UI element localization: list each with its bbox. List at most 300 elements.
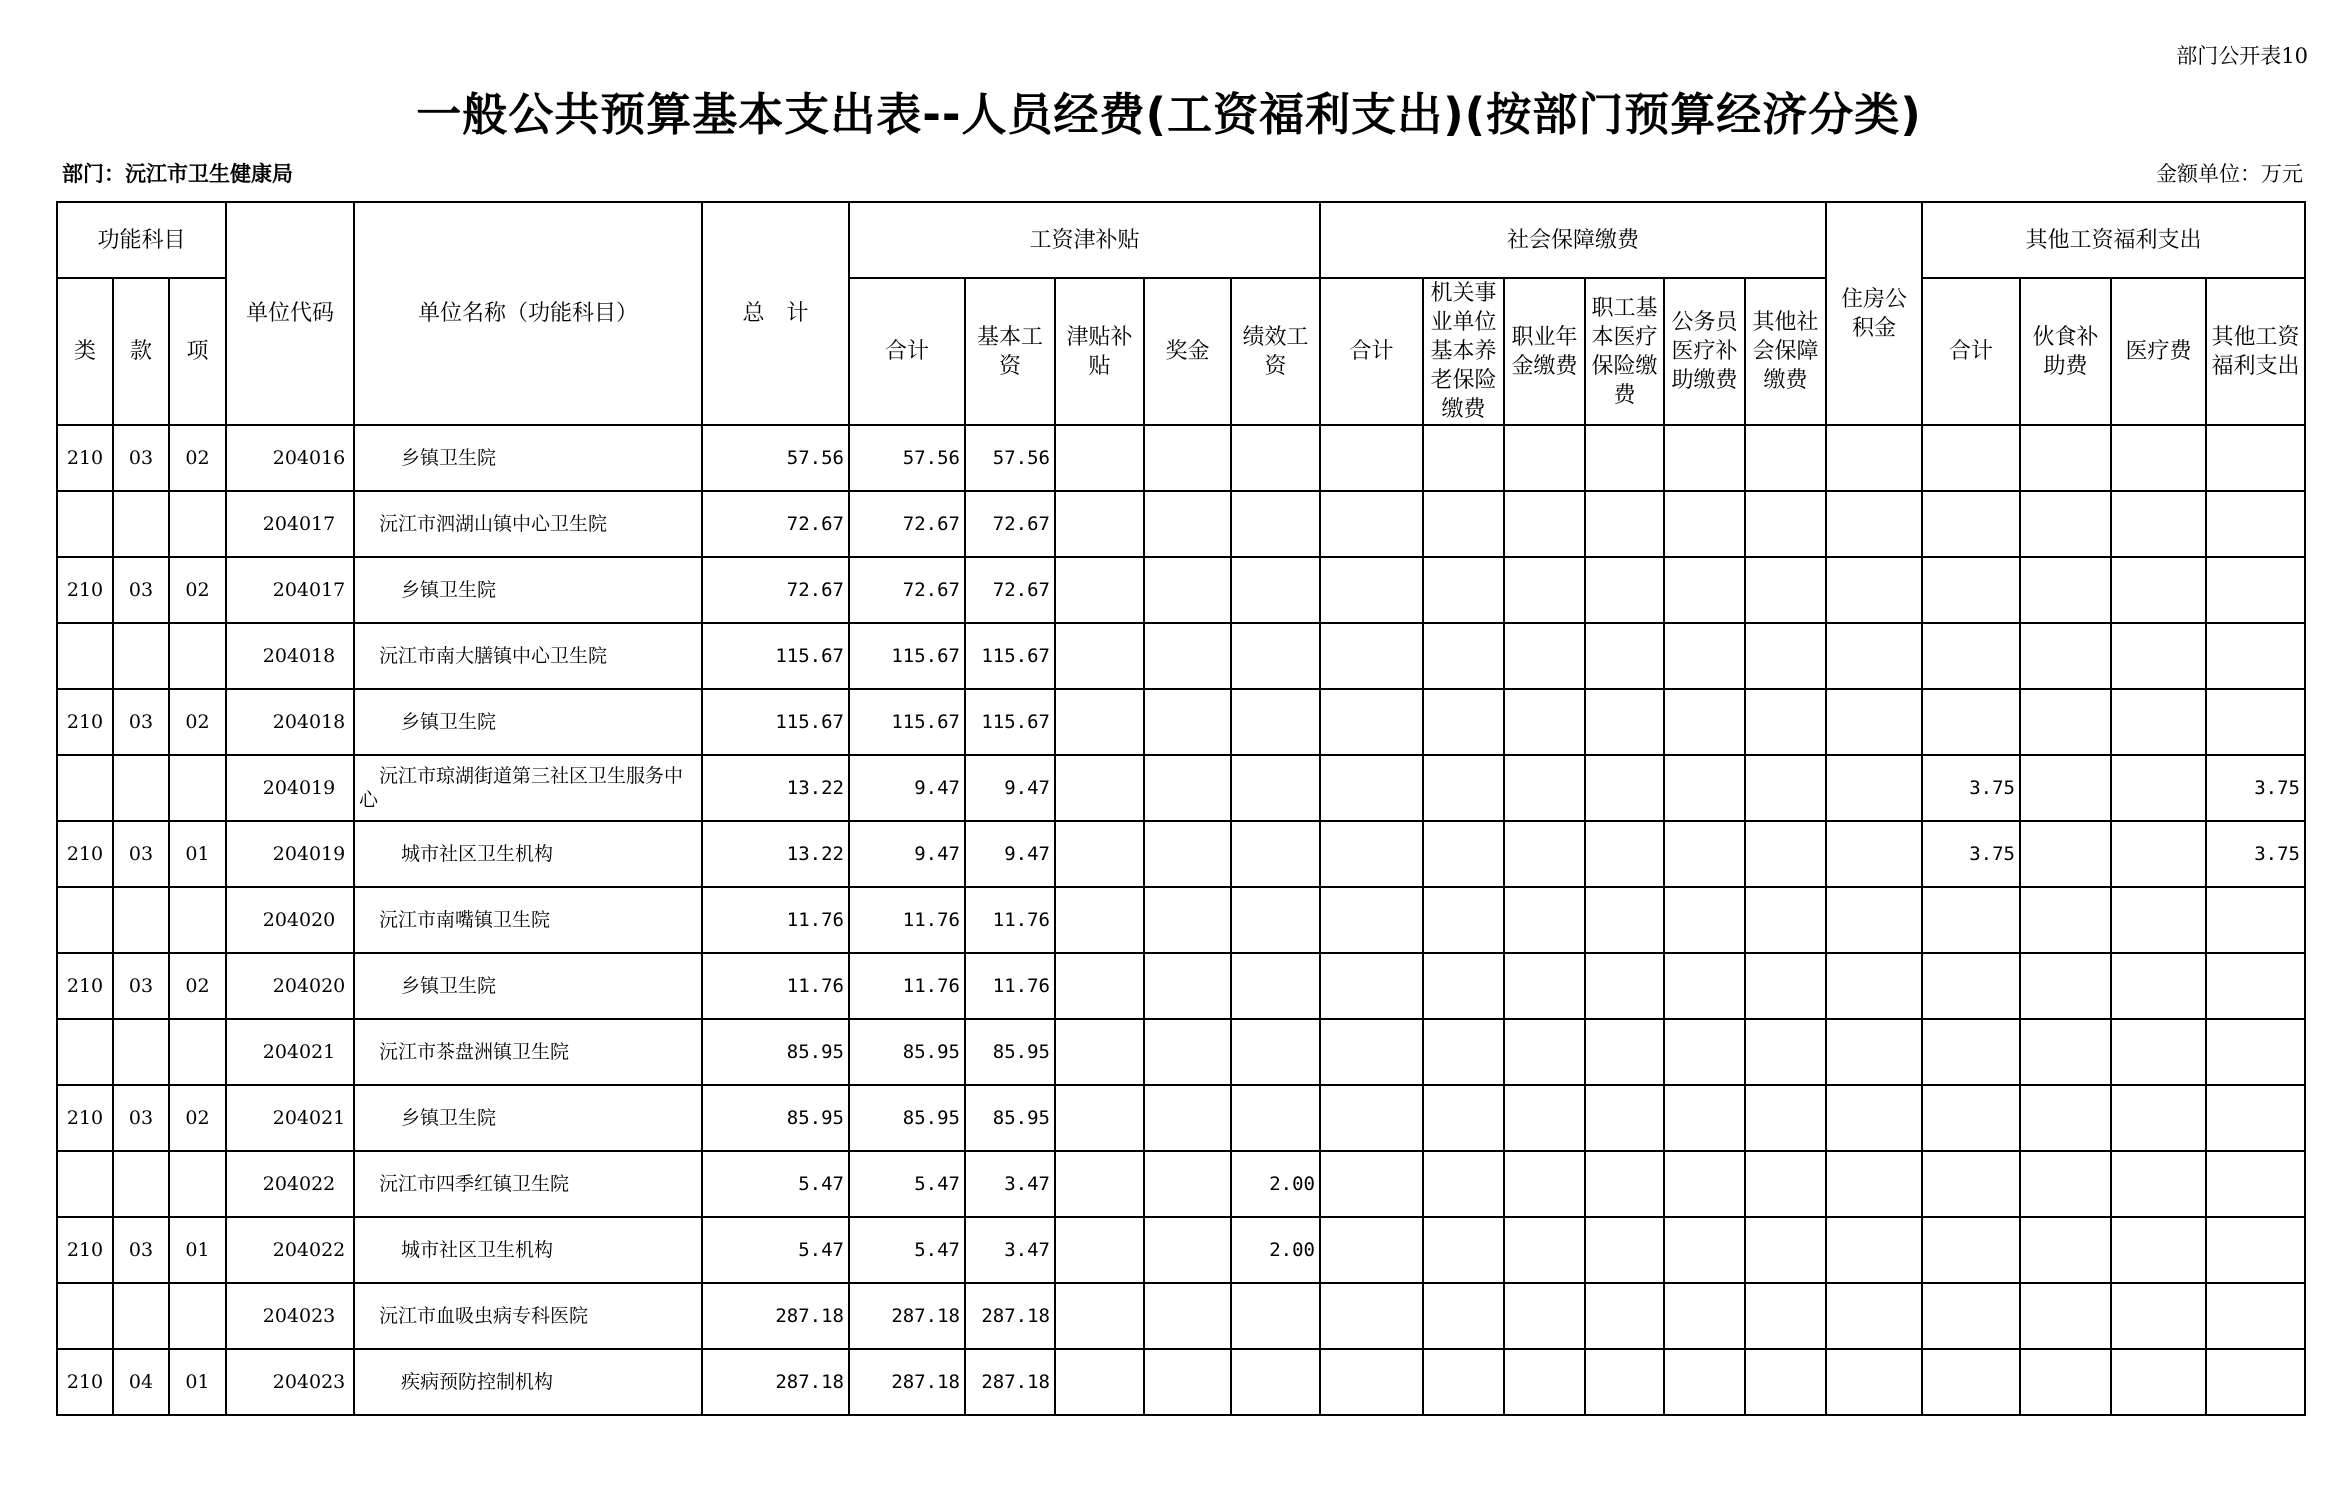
cell-unit-code: 204021 <box>226 1085 354 1151</box>
cell-medical-fee <box>2111 557 2206 623</box>
cell-bonus <box>1144 1217 1231 1283</box>
header-housing-fund: 住房公积金 <box>1826 202 1922 425</box>
cell-unit-name: 乡镇卫生院 <box>354 425 702 491</box>
cell-medical-fee <box>2111 425 2206 491</box>
cell-salary-total: 72.67 <box>849 557 965 623</box>
header-meal-subsidy: 伙食补助费 <box>2020 278 2111 425</box>
cell-xiang <box>169 755 226 821</box>
cell-xiang: 02 <box>169 1085 226 1151</box>
cell-other-social <box>1745 491 1826 557</box>
cell-allowance <box>1055 821 1144 887</box>
cell-bonus <box>1144 887 1231 953</box>
cell-kuan: 03 <box>113 1217 169 1283</box>
cell-salary-total: 11.76 <box>849 887 965 953</box>
cell-social-total <box>1320 1085 1423 1151</box>
cell-basic-salary: 287.18 <box>965 1349 1055 1415</box>
cell-performance-pay <box>1231 953 1320 1019</box>
cell-performance-pay <box>1231 821 1320 887</box>
cell-xiang: 02 <box>169 689 226 755</box>
cell-unit-name: 沅江市血吸虫病专科医院 <box>354 1283 702 1349</box>
cell-basic-salary: 287.18 <box>965 1283 1055 1349</box>
cell-bonus <box>1144 1085 1231 1151</box>
cell-medical-insurance <box>1585 1349 1664 1415</box>
cell-performance-pay <box>1231 425 1320 491</box>
cell-total: 115.67 <box>702 689 849 755</box>
cell-other-social <box>1745 1019 1826 1085</box>
cell-medical-insurance <box>1585 1019 1664 1085</box>
table-row <box>57 1217 2305 1283</box>
cell-other-welfare <box>2206 1283 2305 1349</box>
table-row <box>57 1349 2305 1415</box>
cell-lei: 210 <box>57 425 113 491</box>
cell-unit-code: 204020 <box>226 953 354 1019</box>
cell-other-welfare <box>2206 623 2305 689</box>
header-salary-total: 合计 <box>849 278 965 425</box>
cell-other-total <box>1922 1151 2020 1217</box>
cell-bonus <box>1144 755 1231 821</box>
cell-unit-name: 乡镇卫生院 <box>354 689 702 755</box>
cell-civil-servant-medical <box>1664 755 1745 821</box>
cell-social-total <box>1320 821 1423 887</box>
cell-housing-fund <box>1826 1283 1922 1349</box>
cell-other-total <box>1922 1019 2020 1085</box>
cell-lei: 210 <box>57 689 113 755</box>
cell-other-social <box>1745 623 1826 689</box>
cell-basic-salary: 72.67 <box>965 557 1055 623</box>
cell-performance-pay <box>1231 1085 1320 1151</box>
cell-xiang: 02 <box>169 425 226 491</box>
cell-salary-total: 115.67 <box>849 623 965 689</box>
cell-salary-total: 287.18 <box>849 1283 965 1349</box>
cell-other-total <box>1922 953 2020 1019</box>
cell-allowance <box>1055 1349 1144 1415</box>
cell-pension <box>1423 491 1504 557</box>
cell-basic-salary: 9.47 <box>965 821 1055 887</box>
cell-performance-pay <box>1231 623 1320 689</box>
cell-civil-servant-medical <box>1664 557 1745 623</box>
cell-basic-salary: 3.47 <box>965 1151 1055 1217</box>
cell-social-total <box>1320 1019 1423 1085</box>
cell-other-total <box>1922 1085 2020 1151</box>
cell-basic-salary: 11.76 <box>965 953 1055 1019</box>
cell-medical-fee <box>2111 755 2206 821</box>
cell-allowance <box>1055 887 1144 953</box>
cell-salary-total: 57.56 <box>849 425 965 491</box>
cell-other-welfare <box>2206 1349 2305 1415</box>
cell-other-social <box>1745 1349 1826 1415</box>
cell-allowance <box>1055 557 1144 623</box>
cell-unit-code: 204016 <box>226 425 354 491</box>
cell-civil-servant-medical <box>1664 491 1745 557</box>
cell-meal-subsidy <box>2020 689 2111 755</box>
table-row <box>57 1151 2305 1217</box>
cell-meal-subsidy <box>2020 1019 2111 1085</box>
cell-housing-fund <box>1826 491 1922 557</box>
cell-pension <box>1423 623 1504 689</box>
cell-xiang <box>169 1283 226 1349</box>
cell-xiang <box>169 887 226 953</box>
cell-basic-salary: 115.67 <box>965 623 1055 689</box>
cell-other-welfare: 3.75 <box>2206 755 2305 821</box>
cell-social-total <box>1320 1217 1423 1283</box>
cell-lei: 210 <box>57 1349 113 1415</box>
cell-total: 287.18 <box>702 1349 849 1415</box>
header-occupational-annuity: 职业年金缴费 <box>1504 278 1585 425</box>
cell-unit-name: 疾病预防控制机构 <box>354 1349 702 1415</box>
cell-civil-servant-medical <box>1664 1085 1745 1151</box>
table-row <box>57 623 2305 689</box>
cell-unit-code: 204020 <box>226 887 354 953</box>
cell-unit-code: 204018 <box>226 623 354 689</box>
cell-other-social <box>1745 821 1826 887</box>
cell-bonus <box>1144 1019 1231 1085</box>
cell-pension <box>1423 689 1504 755</box>
cell-lei <box>57 1283 113 1349</box>
cell-performance-pay <box>1231 689 1320 755</box>
cell-social-total <box>1320 491 1423 557</box>
cell-occupational-annuity <box>1504 887 1585 953</box>
table-number: 部门公开表10 <box>2176 44 2308 68</box>
cell-xiang <box>169 623 226 689</box>
header-xiang: 项 <box>169 278 226 425</box>
cell-pension <box>1423 1349 1504 1415</box>
cell-civil-servant-medical <box>1664 1019 1745 1085</box>
header-medical-fee: 医疗费 <box>2111 278 2206 425</box>
cell-performance-pay <box>1231 1019 1320 1085</box>
cell-pension <box>1423 953 1504 1019</box>
cell-unit-code: 204022 <box>226 1151 354 1217</box>
table-row <box>57 1019 2305 1085</box>
cell-medical-insurance <box>1585 755 1664 821</box>
cell-medical-insurance <box>1585 1085 1664 1151</box>
table-row <box>57 689 2305 755</box>
cell-medical-fee <box>2111 1217 2206 1283</box>
cell-other-total: 3.75 <box>1922 821 2020 887</box>
cell-medical-fee <box>2111 689 2206 755</box>
cell-unit-name: 城市社区卫生机构 <box>354 821 702 887</box>
cell-civil-servant-medical <box>1664 623 1745 689</box>
cell-total: 11.76 <box>702 887 849 953</box>
header-performance-pay: 绩效工资 <box>1231 278 1320 425</box>
cell-kuan: 03 <box>113 1085 169 1151</box>
cell-bonus <box>1144 953 1231 1019</box>
cell-allowance <box>1055 1283 1144 1349</box>
cell-civil-servant-medical <box>1664 887 1745 953</box>
cell-allowance <box>1055 491 1144 557</box>
cell-salary-total: 72.67 <box>849 491 965 557</box>
cell-kuan: 03 <box>113 953 169 1019</box>
cell-performance-pay: 2.00 <box>1231 1217 1320 1283</box>
cell-allowance <box>1055 689 1144 755</box>
cell-occupational-annuity <box>1504 491 1585 557</box>
cell-medical-fee <box>2111 1085 2206 1151</box>
header-unit-code: 单位代码 <box>226 202 354 425</box>
cell-other-total <box>1922 425 2020 491</box>
cell-lei: 210 <box>57 821 113 887</box>
cell-medical-insurance <box>1585 821 1664 887</box>
cell-bonus <box>1144 1151 1231 1217</box>
cell-other-total: 3.75 <box>1922 755 2020 821</box>
cell-other-welfare <box>2206 1151 2305 1217</box>
cell-medical-fee <box>2111 623 2206 689</box>
cell-housing-fund <box>1826 953 1922 1019</box>
cell-housing-fund <box>1826 755 1922 821</box>
cell-salary-total: 9.47 <box>849 821 965 887</box>
cell-other-welfare <box>2206 689 2305 755</box>
cell-unit-name: 沅江市茶盘洲镇卫生院 <box>354 1019 702 1085</box>
cell-other-social <box>1745 1151 1826 1217</box>
cell-medical-fee <box>2111 1151 2206 1217</box>
cell-kuan <box>113 755 169 821</box>
cell-occupational-annuity <box>1504 1085 1585 1151</box>
cell-housing-fund <box>1826 821 1922 887</box>
header-total: 总 计 <box>702 202 849 425</box>
cell-other-total <box>1922 557 2020 623</box>
cell-lei: 210 <box>57 557 113 623</box>
cell-salary-total: 5.47 <box>849 1217 965 1283</box>
table-row <box>57 887 2305 953</box>
cell-meal-subsidy <box>2020 491 2111 557</box>
cell-allowance <box>1055 1151 1144 1217</box>
cell-other-welfare <box>2206 887 2305 953</box>
cell-social-total <box>1320 1151 1423 1217</box>
cell-basic-salary: 85.95 <box>965 1019 1055 1085</box>
cell-other-welfare <box>2206 425 2305 491</box>
cell-allowance <box>1055 425 1144 491</box>
cell-kuan <box>113 1019 169 1085</box>
cell-meal-subsidy <box>2020 557 2111 623</box>
cell-bonus <box>1144 1349 1231 1415</box>
page-title: 一般公共预算基本支出表--人员经费(工资福利支出)(按部门预算经济分类) <box>416 88 1922 141</box>
cell-kuan <box>113 887 169 953</box>
table-row <box>57 755 2305 821</box>
cell-basic-salary: 57.56 <box>965 425 1055 491</box>
cell-housing-fund <box>1826 1217 1922 1283</box>
cell-occupational-annuity <box>1504 1151 1585 1217</box>
header-medical-insurance: 职工基本医疗保险缴费 <box>1585 278 1664 425</box>
cell-civil-servant-medical <box>1664 425 1745 491</box>
header-func-subject: 功能科目 <box>57 202 226 278</box>
cell-pension <box>1423 425 1504 491</box>
cell-kuan: 03 <box>113 689 169 755</box>
cell-occupational-annuity <box>1504 557 1585 623</box>
cell-xiang: 01 <box>169 1217 226 1283</box>
cell-social-total <box>1320 689 1423 755</box>
cell-basic-salary: 3.47 <box>965 1217 1055 1283</box>
cell-pension <box>1423 1151 1504 1217</box>
table-row <box>57 557 2305 623</box>
cell-total: 287.18 <box>702 1283 849 1349</box>
cell-medical-insurance <box>1585 491 1664 557</box>
cell-other-social <box>1745 1217 1826 1283</box>
cell-performance-pay <box>1231 1283 1320 1349</box>
cell-unit-name: 沅江市四季红镇卫生院 <box>354 1151 702 1217</box>
cell-medical-insurance <box>1585 689 1664 755</box>
cell-other-total <box>1922 1283 2020 1349</box>
cell-total: 11.76 <box>702 953 849 1019</box>
cell-medical-insurance <box>1585 887 1664 953</box>
cell-meal-subsidy <box>2020 1085 2111 1151</box>
header-allowance: 津贴补贴 <box>1055 278 1144 425</box>
header-basic-salary: 基本工资 <box>965 278 1055 425</box>
cell-unit-name: 乡镇卫生院 <box>354 557 702 623</box>
cell-meal-subsidy <box>2020 1217 2111 1283</box>
cell-allowance <box>1055 623 1144 689</box>
cell-social-total <box>1320 557 1423 623</box>
cell-lei: 210 <box>57 953 113 1019</box>
cell-other-social <box>1745 425 1826 491</box>
cell-civil-servant-medical <box>1664 1217 1745 1283</box>
header-social-total: 合计 <box>1320 278 1423 425</box>
cell-salary-total: 85.95 <box>849 1019 965 1085</box>
cell-other-welfare <box>2206 557 2305 623</box>
cell-basic-salary: 115.67 <box>965 689 1055 755</box>
cell-medical-fee <box>2111 1349 2206 1415</box>
cell-unit-name: 沅江市琼湖街道第三社区卫生服务中心 <box>354 755 702 821</box>
cell-housing-fund <box>1826 689 1922 755</box>
cell-occupational-annuity <box>1504 623 1585 689</box>
cell-pension <box>1423 887 1504 953</box>
cell-medical-fee <box>2111 1019 2206 1085</box>
header-other-group: 其他工资福利支出 <box>1922 202 2305 278</box>
cell-kuan <box>113 1283 169 1349</box>
cell-pension <box>1423 1283 1504 1349</box>
cell-unit-code: 204023 <box>226 1283 354 1349</box>
cell-meal-subsidy <box>2020 1349 2111 1415</box>
cell-housing-fund <box>1826 623 1922 689</box>
cell-social-total <box>1320 887 1423 953</box>
cell-civil-servant-medical <box>1664 689 1745 755</box>
cell-occupational-annuity <box>1504 821 1585 887</box>
cell-pension <box>1423 1217 1504 1283</box>
cell-xiang: 01 <box>169 1349 226 1415</box>
cell-kuan <box>113 1151 169 1217</box>
cell-civil-servant-medical <box>1664 1349 1745 1415</box>
cell-pension <box>1423 821 1504 887</box>
cell-other-welfare <box>2206 1019 2305 1085</box>
cell-performance-pay: 2.00 <box>1231 1151 1320 1217</box>
header-bonus: 奖金 <box>1144 278 1231 425</box>
cell-salary-total: 11.76 <box>849 953 965 1019</box>
cell-pension <box>1423 1019 1504 1085</box>
table-row <box>57 821 2305 887</box>
cell-salary-total: 287.18 <box>849 1349 965 1415</box>
cell-kuan: 03 <box>113 557 169 623</box>
cell-allowance <box>1055 1085 1144 1151</box>
cell-allowance <box>1055 1217 1144 1283</box>
cell-medical-fee <box>2111 491 2206 557</box>
cell-total: 85.95 <box>702 1019 849 1085</box>
cell-unit-code: 204021 <box>226 1019 354 1085</box>
cell-meal-subsidy <box>2020 623 2111 689</box>
cell-xiang: 01 <box>169 821 226 887</box>
cell-lei: 210 <box>57 1217 113 1283</box>
cell-total: 85.95 <box>702 1085 849 1151</box>
cell-other-welfare: 3.75 <box>2206 821 2305 887</box>
cell-other-total <box>1922 689 2020 755</box>
cell-occupational-annuity <box>1504 755 1585 821</box>
cell-allowance <box>1055 1019 1144 1085</box>
cell-bonus <box>1144 1283 1231 1349</box>
department-label: 部门：沅江市卫生健康局 <box>62 161 293 186</box>
cell-social-total <box>1320 425 1423 491</box>
cell-meal-subsidy <box>2020 1283 2111 1349</box>
cell-total: 57.56 <box>702 425 849 491</box>
cell-meal-subsidy <box>2020 953 2111 1019</box>
cell-social-total <box>1320 1283 1423 1349</box>
table-row <box>57 491 2305 557</box>
header-other-welfare: 其他工资福利支出 <box>2206 278 2305 425</box>
header-pension: 机关事业单位基本养老保险缴费 <box>1423 278 1504 425</box>
cell-medical-insurance <box>1585 557 1664 623</box>
cell-lei <box>57 623 113 689</box>
header-other-social: 其他社会保障缴费 <box>1745 278 1826 425</box>
cell-housing-fund <box>1826 1151 1922 1217</box>
cell-other-total <box>1922 491 2020 557</box>
cell-basic-salary: 11.76 <box>965 887 1055 953</box>
cell-allowance <box>1055 755 1144 821</box>
table-row <box>57 425 2305 491</box>
cell-medical-insurance <box>1585 425 1664 491</box>
cell-salary-total: 5.47 <box>849 1151 965 1217</box>
cell-salary-total: 115.67 <box>849 689 965 755</box>
cell-unit-name: 沅江市泗湖山镇中心卫生院 <box>354 491 702 557</box>
cell-medical-fee <box>2111 887 2206 953</box>
cell-medical-fee <box>2111 1283 2206 1349</box>
cell-bonus <box>1144 821 1231 887</box>
cell-other-social <box>1745 887 1826 953</box>
cell-civil-servant-medical <box>1664 953 1745 1019</box>
cell-lei: 210 <box>57 1085 113 1151</box>
cell-meal-subsidy <box>2020 425 2111 491</box>
cell-unit-code: 204023 <box>226 1349 354 1415</box>
cell-performance-pay <box>1231 755 1320 821</box>
cell-xiang: 02 <box>169 953 226 1019</box>
cell-kuan <box>113 623 169 689</box>
cell-medical-fee <box>2111 953 2206 1019</box>
cell-medical-insurance <box>1585 953 1664 1019</box>
cell-pension <box>1423 1085 1504 1151</box>
cell-other-social <box>1745 755 1826 821</box>
cell-meal-subsidy <box>2020 887 2111 953</box>
cell-occupational-annuity <box>1504 1283 1585 1349</box>
cell-basic-salary: 72.67 <box>965 491 1055 557</box>
header-social-group: 社会保障缴费 <box>1320 202 1826 278</box>
cell-occupational-annuity <box>1504 1019 1585 1085</box>
cell-unit-code: 204019 <box>226 755 354 821</box>
cell-lei <box>57 887 113 953</box>
cell-xiang: 02 <box>169 557 226 623</box>
cell-medical-insurance <box>1585 1151 1664 1217</box>
header-other-total: 合计 <box>1922 278 2020 425</box>
cell-other-total <box>1922 1349 2020 1415</box>
cell-civil-servant-medical <box>1664 821 1745 887</box>
cell-kuan: 03 <box>113 821 169 887</box>
cell-bonus <box>1144 623 1231 689</box>
header-civil-servant-medical: 公务员医疗补助缴费 <box>1664 278 1745 425</box>
cell-social-total <box>1320 953 1423 1019</box>
cell-housing-fund <box>1826 1085 1922 1151</box>
cell-social-total <box>1320 623 1423 689</box>
amount-unit-label: 金额单位：万元 <box>2156 162 2303 186</box>
cell-lei <box>57 491 113 557</box>
cell-medical-insurance <box>1585 1283 1664 1349</box>
cell-occupational-annuity <box>1504 689 1585 755</box>
table-row <box>57 1283 2305 1349</box>
cell-total: 13.22 <box>702 755 849 821</box>
cell-total: 72.67 <box>702 557 849 623</box>
cell-civil-servant-medical <box>1664 1283 1745 1349</box>
